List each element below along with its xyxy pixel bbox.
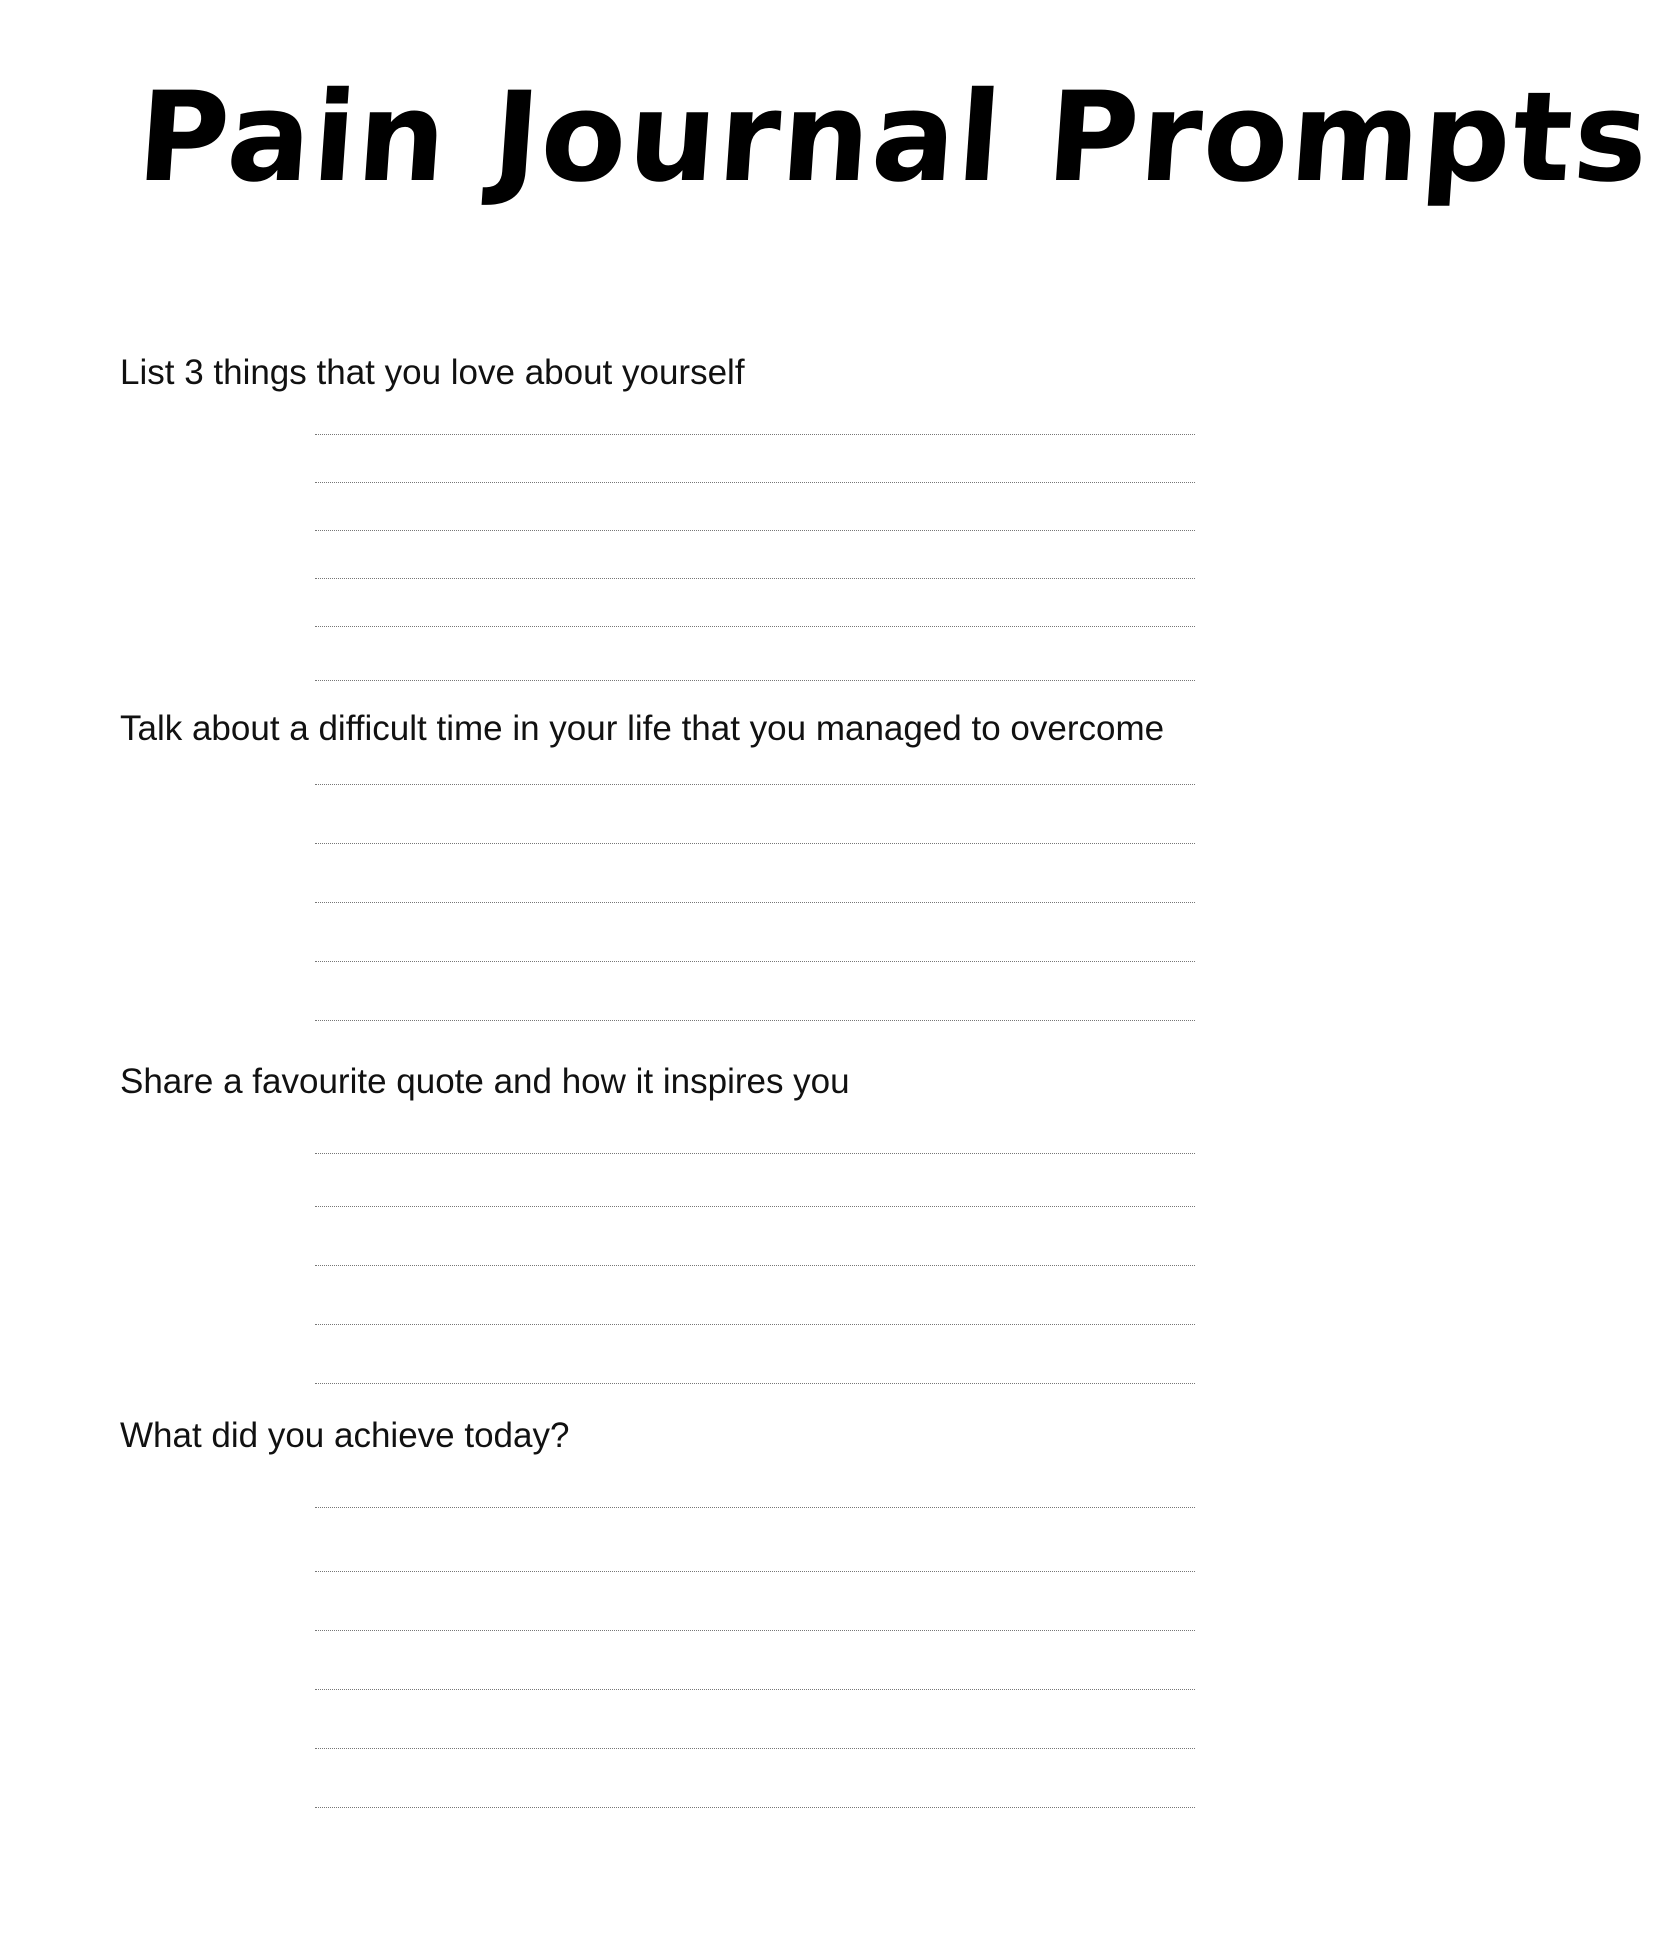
- prompt-4-writing-line[interactable]: [315, 1630, 1195, 1631]
- prompt-3-writing-line[interactable]: [315, 1265, 1195, 1266]
- prompt-1-writing-line[interactable]: [315, 680, 1195, 681]
- prompt-4-text: What did you achieve today?: [120, 1416, 570, 1455]
- prompt-2-writing-line[interactable]: [315, 1020, 1195, 1021]
- prompt-2-writing-line[interactable]: [315, 843, 1195, 844]
- prompt-1-writing-line[interactable]: [315, 578, 1195, 579]
- prompt-2-text: Talk about a difficult time in your life that you managed to overcome: [120, 709, 1165, 748]
- prompt-1-writing-line[interactable]: [315, 434, 1195, 435]
- prompt-3-writing-line[interactable]: [315, 1206, 1195, 1207]
- prompt-1-text: List 3 things that you love about yourself: [120, 353, 745, 392]
- prompt-1-writing-line[interactable]: [315, 530, 1195, 531]
- page-title: Pain Journal Prompts: [132, 66, 1655, 210]
- prompt-3-writing-line[interactable]: [315, 1383, 1195, 1384]
- prompt-2-writing-line[interactable]: [315, 902, 1195, 903]
- prompt-4-writing-line[interactable]: [315, 1748, 1195, 1749]
- prompt-4-writing-line[interactable]: [315, 1571, 1195, 1572]
- prompt-4-writing-line[interactable]: [315, 1689, 1195, 1690]
- prompt-3-text: Share a favourite quote and how it inspires you: [120, 1062, 850, 1101]
- prompt-2-writing-line[interactable]: [315, 961, 1195, 962]
- prompt-4-writing-line[interactable]: [315, 1807, 1195, 1808]
- prompt-4-writing-line[interactable]: [315, 1507, 1195, 1508]
- prompt-3-writing-line[interactable]: [315, 1153, 1195, 1154]
- prompt-1-writing-line[interactable]: [315, 626, 1195, 627]
- prompt-1-writing-line[interactable]: [315, 482, 1195, 483]
- prompt-2-writing-line[interactable]: [315, 784, 1195, 785]
- prompt-3-writing-line[interactable]: [315, 1324, 1195, 1325]
